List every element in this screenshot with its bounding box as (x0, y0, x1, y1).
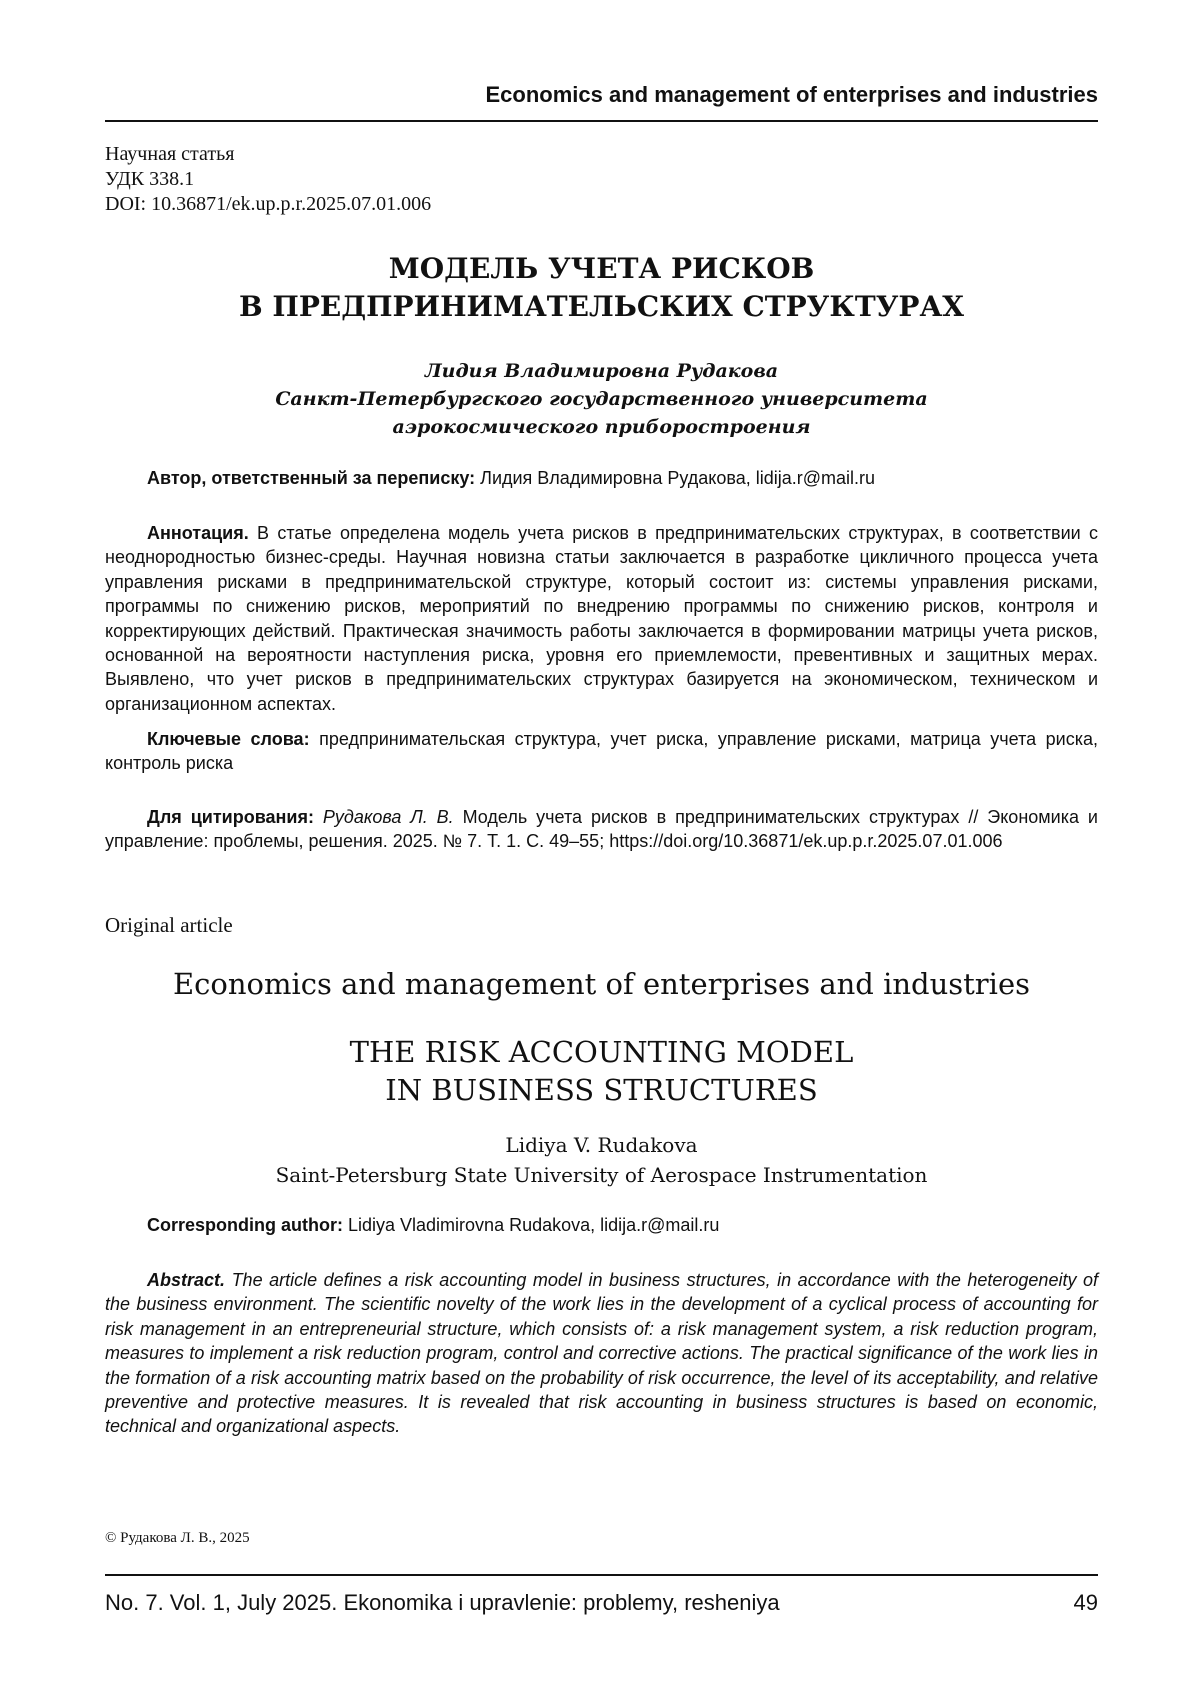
title-en-line2: IN BUSINESS STRUCTURES (385, 1073, 818, 1107)
running-head: Economics and management of enterprises and industries (485, 82, 1098, 107)
title-en-line1: THE RISK ACCOUNTING MODEL (349, 1035, 854, 1069)
cite-label: Для цитирования: (147, 807, 314, 827)
original-article-label: Original article (105, 913, 233, 937)
cite-text: Модель учета рисков в предпринимательских структурах // Экономика и управление: проблемы, решения. 2025. № 7. Т. 1. С. 49–55; https://doi.org/10.36871/ek.up.p.r.2025.07.01.006 (105, 807, 1098, 852)
header-rule (105, 120, 1098, 122)
author-block-en (105, 1130, 1098, 1190)
title-ru (105, 250, 1098, 326)
abstract-text: The article defines a risk accounting model in business structures, in accordance with the heterogeneity of the business environment. The scientific novelty of the work lies in the development of a cyclical process of accounting for risk management in an entrepreneurial structure, which consists of: a risk management system, a risk reduction program, measures to implement a risk reduction program, control and corrective actions. The practical significance of the work lies in the formation of a risk accounting matrix based on the probability of risk occurrence, the level of its acceptability, and relative preventive and protective measures. It is revealed that risk accounting in business structures is based on economic, technical and organizational aspects. (105, 1270, 1098, 1437)
affiliation-ru-line2: аэрокосмического приборостроения (392, 416, 811, 438)
article-meta (105, 142, 431, 217)
author-block-ru (105, 357, 1098, 441)
copyright: © Рудакова Л. В., 2025 (105, 1530, 250, 1546)
article-type: Научная статья (105, 143, 235, 165)
title-ru-line1: МОДЕЛЬ УЧЕТА РИСКОВ (388, 252, 815, 285)
corr-label-ru: Автор, ответственный за переписку: (147, 468, 476, 488)
corr-value-en: Lidiya Vladimirovna Rudakova, lidija.r@mail.ru (343, 1215, 720, 1235)
keywords-ru (105, 727, 1098, 776)
abstract-label: Abstract. (147, 1270, 226, 1290)
title-en (105, 1033, 1098, 1109)
annotation-text: В статье определена модель учета рисков в предпринимательских структурах, в соответствии с неоднородностью бизнес-среды. Научная новизна статьи заключается в разработке цикличного процесса учета управления рисками в предпринимательской структуре, который состоит из: системы управления рисками, программы по снижению рисков, мероприятий по внедрению программы по снижению рисков, контроля и корректирующих действий. Практическая значимость работы заключается в формировании матрицы учета рисков, основанной на вероятности наступления риска, уровня его приемлемости, превентивных и защитных мерах. Выявлено, что учет рисков в предпринимательских структурах базируется на экономическом, техническом и организационном аспектах. (105, 523, 1098, 714)
udk: УДК 338.1 (105, 168, 195, 190)
title-ru-line2: В ПРЕДПРИНИМАТЕЛЬСКИХ СТРУКТУРАХ (238, 290, 965, 323)
footer-journal: No. 7. Vol. 1, July 2025. Ekonomika i upravlenie: problemy, resheniya (105, 1590, 780, 1615)
corresponding-author-en (147, 1215, 719, 1236)
page-number: 49 (1073, 1590, 1098, 1615)
annotation-label: Аннотация. (147, 523, 249, 543)
annotation-ru (105, 521, 1098, 716)
citation (105, 805, 1098, 854)
affiliation-ru-line1: Санкт-Петербургского государственного университета (275, 388, 928, 410)
keywords-text: предпринимательская структура, учет риска, управление рисками, матрица учета риска, контроль риска (105, 729, 1098, 774)
doi: DOI: 10.36871/ek.up.p.r.2025.07.01.006 (105, 193, 432, 215)
corr-label-en: Corresponding author: (147, 1215, 343, 1235)
cite-author: Рудакова Л. В. (313, 807, 454, 827)
footer-rule (105, 1574, 1098, 1576)
corresponding-author-ru (147, 468, 875, 489)
affiliation-en: Saint-Petersburg State University of Aerospace Instrumentation (275, 1163, 928, 1187)
journal-section-en: Economics and management of enterprises and industries (172, 967, 1030, 1001)
keywords-label: Ключевые слова: (147, 729, 310, 749)
author-name-ru: Лидия Владимировна Рудакова (424, 360, 779, 382)
corr-value-ru: Лидия Владимировна Рудакова, lidija.r@mail.ru (475, 468, 876, 488)
abstract-en (105, 1268, 1098, 1439)
author-name-en: Lidiya V. Rudakova (505, 1133, 698, 1157)
